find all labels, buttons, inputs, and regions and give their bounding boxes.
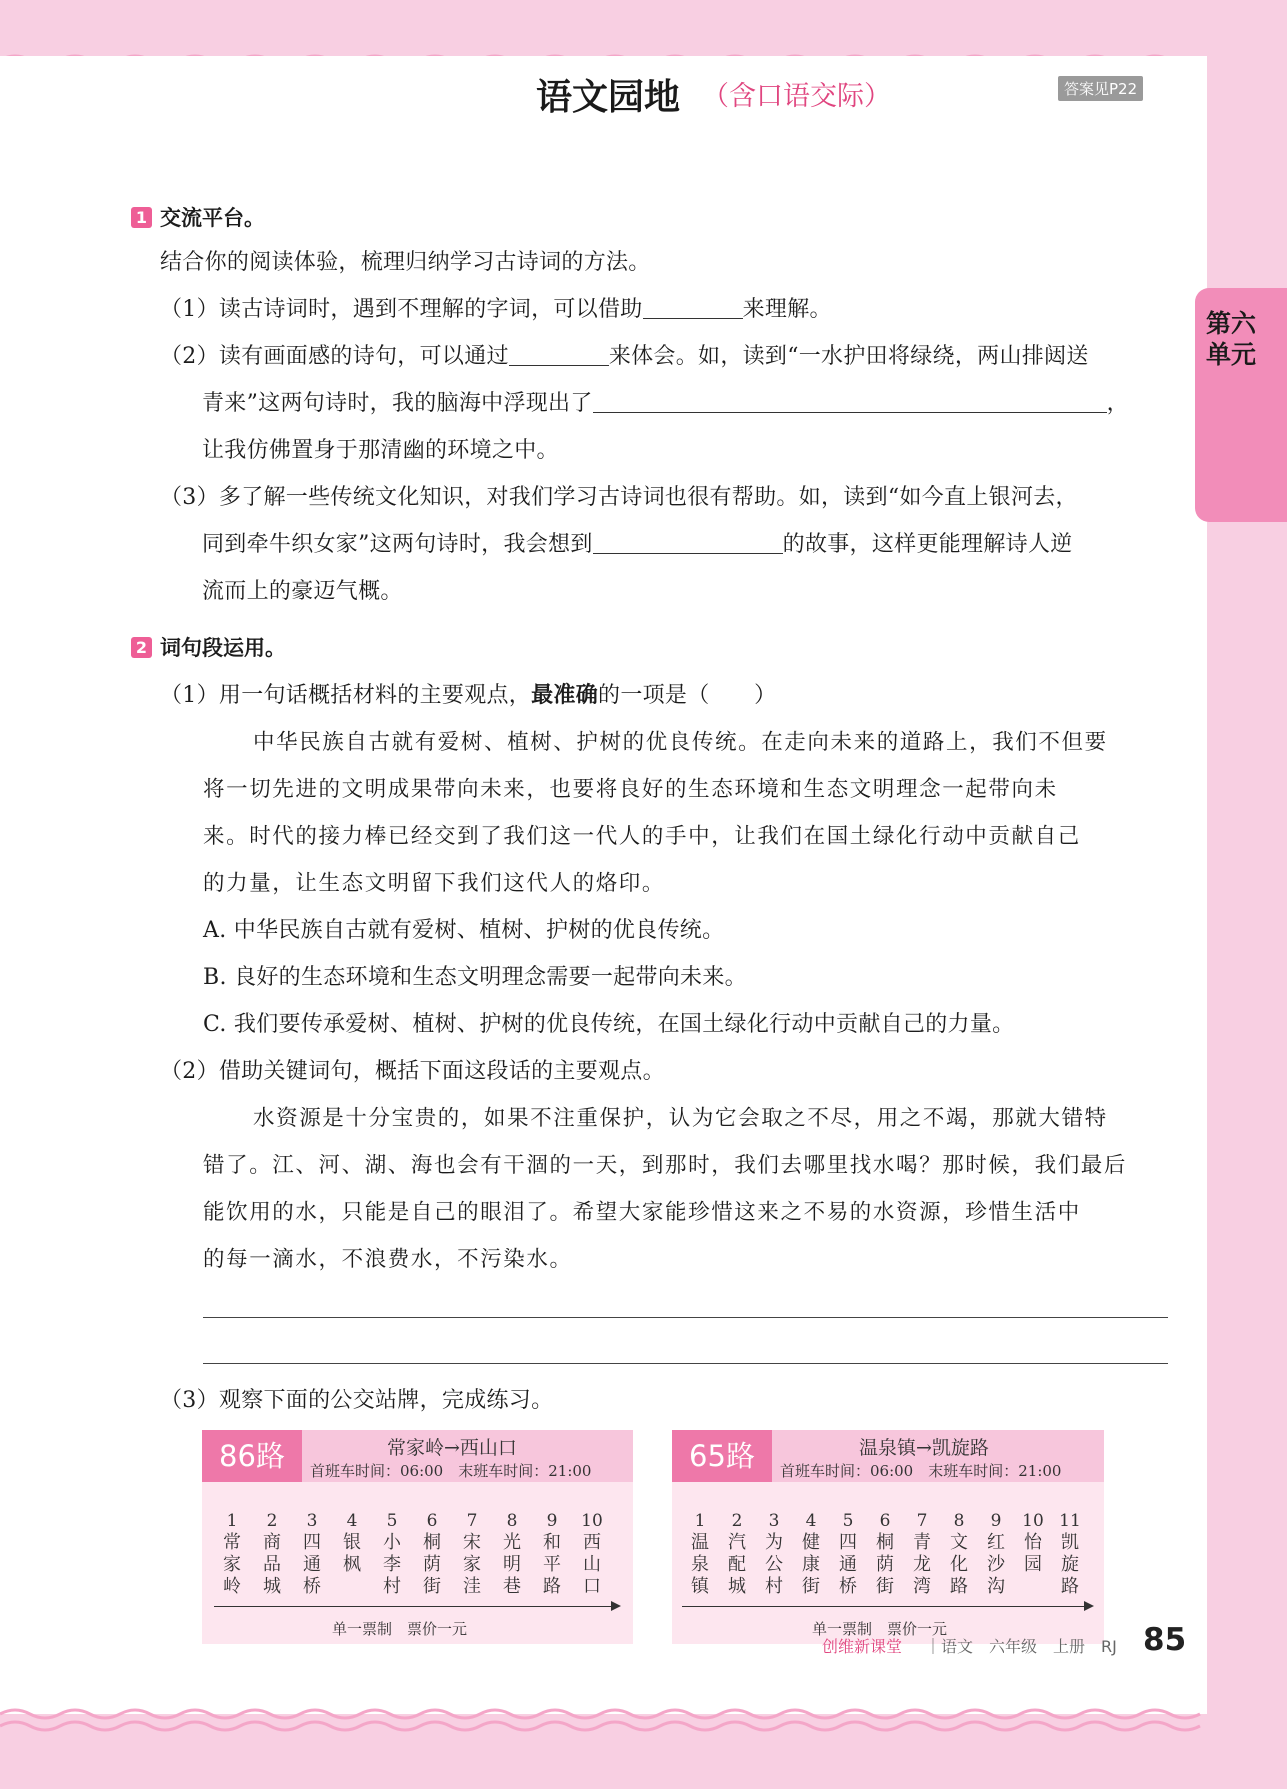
s1-q2-blank-2[interactable] — [593, 391, 1107, 413]
bus-stop: 10 怡园 — [1022, 1511, 1044, 1575]
s2-q1-emphasis: 最准确 — [531, 683, 599, 708]
unit-side-tab — [1195, 288, 1287, 522]
bus-number: 65路 — [672, 1430, 772, 1482]
bus-stop: 4 银枫 — [343, 1511, 361, 1575]
bus-stop: 5 四通桥 — [839, 1511, 857, 1597]
s1-q2-blank-1[interactable] — [509, 344, 609, 366]
s1-q3-text-d: 流而上的豪迈气概。 — [202, 579, 403, 604]
s1-q3-blank[interactable] — [593, 532, 783, 554]
option-b[interactable]: B. 良好的生态环境和生态文明理念需要一起带向未来。 — [203, 965, 747, 990]
bus-stop: 2 商品城 — [263, 1511, 281, 1597]
section-1-intro: 结合你的阅读体验，梳理归纳学习古诗词的方法。 — [160, 250, 651, 275]
section-1-heading — [131, 202, 265, 232]
s2-q1-text-a: （1）用一句话概括材料的主要观点， — [160, 683, 532, 708]
passage-1-line: 将一切先进的文明成果带向未来，也要将良好的生态环境和生态文明理念一起带向未 — [203, 777, 1058, 802]
passage-1-line: 中华民族自古就有爱树、植树、护树的优良传统。在走向未来的道路上，我们不但要 — [253, 730, 1108, 755]
s2-question-1 — [160, 678, 776, 709]
s2-question-3: （3）观察下面的公交站牌，完成练习。 — [160, 1388, 554, 1413]
section-2-heading — [131, 632, 286, 662]
footer-brand: 创维新课堂 — [822, 1637, 903, 1656]
option-a[interactable]: A. 中华民族自古就有爱树、植树、护树的优良传统。 — [203, 918, 725, 943]
s1-q1-text-b: 来理解。 — [742, 297, 832, 322]
s1-q2-text-d: ， — [1106, 391, 1129, 416]
page-number: 85 — [1143, 1622, 1187, 1658]
s1-question-2-line-2 — [202, 386, 1129, 417]
bus-stop: 6 桐荫街 — [876, 1511, 894, 1597]
s1-q2-text-c: 青来”这两句诗时，我的脑海中浮现出了 — [202, 391, 593, 416]
unit-side-tab-label: 第六单元 — [1205, 309, 1256, 369]
bus-stop: 5 小李村 — [383, 1511, 401, 1597]
bus-stop: 8 光明巷 — [503, 1511, 521, 1597]
decorative-wave-bottom — [0, 1686, 1287, 1789]
passage-2-line: 错了。江、河、湖、海也会有干涸的一天，到那时，我们去哪里找水喝？那时候，我们最后 — [203, 1153, 1128, 1178]
answer-line-2[interactable] — [203, 1363, 1168, 1364]
footer-info: ｜语文 六年级 上册 RJ — [925, 1637, 1117, 1656]
bus-stop: 8 文化路 — [950, 1511, 968, 1597]
answer-line-1[interactable] — [203, 1317, 1168, 1318]
route-arrow — [214, 1606, 619, 1607]
s1-q3-text-c: 的故事，这样更能理解诗人逆 — [782, 532, 1073, 557]
s2-question-2: （2）借助关键词句，概括下面这段话的主要观点。 — [160, 1059, 665, 1084]
s1-q1-blank[interactable] — [643, 297, 743, 319]
bus-stop: 1 温泉镇 — [691, 1511, 709, 1597]
s1-q3-text-a: （3）多了解一些传统文化知识，对我们学习古诗词也很有帮助。如，读到“如今直上银河去， — [160, 485, 1078, 510]
passage-1-line: 的力量，让生态文明留下我们这代人的烙印。 — [203, 871, 666, 896]
s1-q2-text-e: 让我仿佛置身于那清幽的环境之中。 — [202, 438, 559, 463]
bus-stop: 1 常家岭 — [223, 1511, 241, 1597]
bus-times: 首班车时间：06:00 末班车时间：21:00 — [780, 1462, 1062, 1480]
bus-times: 首班车时间：06:00 末班车时间：21:00 — [310, 1462, 592, 1480]
s1-q2-text-a: （2）读有画面感的诗句，可以通过 — [160, 344, 509, 369]
bus-fare: 单一票制 票价一元 — [332, 1620, 468, 1638]
bus-stop: 7 宋家洼 — [463, 1511, 481, 1597]
section-1-title: 交流平台。 — [160, 206, 265, 230]
bus-stop: 3 四通桥 — [303, 1511, 321, 1597]
section-1-number: 1 — [131, 207, 152, 228]
bus-sign-86 — [202, 1430, 633, 1644]
bus-route: 温泉镇→凯旋路 — [859, 1437, 989, 1459]
s1-question-2 — [160, 339, 1089, 370]
bus-number: 86路 — [202, 1430, 302, 1482]
passage-1-line: 来。时代的接力棒已经交到了我们这一代人的手中，让我们在国土绿化行动中贡献自己 — [203, 824, 1081, 849]
bus-stop: 9 红沙沟 — [987, 1511, 1005, 1597]
s1-q2-text-b: 来体会。如，读到“一水护田将绿绕，两山排闼送 — [608, 344, 1089, 369]
bus-stop: 4 健康街 — [802, 1511, 820, 1597]
route-arrow — [682, 1606, 1092, 1607]
s1-question-1 — [160, 292, 832, 323]
bus-stop: 6 桐荫街 — [423, 1511, 441, 1597]
page-title: 语文园地 — [536, 77, 681, 118]
passage-2-line: 的每一滴水，不浪费水，不污染水。 — [203, 1247, 573, 1272]
section-2-number: 2 — [131, 637, 152, 658]
bus-stop: 7 青龙湾 — [913, 1511, 931, 1597]
s2-q1-text-b: 的一项是（ ） — [598, 683, 777, 708]
answer-reference-badge: 答案见P22 — [1058, 76, 1143, 101]
bus-stop: 9 和平路 — [543, 1511, 561, 1597]
page-subtitle: （含口语交际） — [702, 81, 891, 112]
bus-stop: 2 汽配城 — [728, 1511, 746, 1597]
passage-2-line: 能饮用的水，只能是自己的眼泪了。希望大家能珍惜这来之不易的水资源，珍惜生活中 — [203, 1200, 1081, 1225]
bus-stop: 11 凯旋路 — [1059, 1511, 1081, 1597]
bus-route: 常家岭→西山口 — [387, 1437, 517, 1459]
section-2-title: 词句段运用。 — [160, 636, 286, 660]
s1-question-3-line-2 — [202, 527, 1073, 558]
bus-stop: 10 西山口 — [581, 1511, 603, 1597]
s1-q1-text-a: （1）读古诗词时，遇到不理解的字词，可以借助 — [160, 297, 643, 322]
bus-stop: 3 为公村 — [765, 1511, 783, 1597]
bus-sign-65 — [672, 1430, 1104, 1644]
s1-q3-text-b: 同到牵牛织女家”这两句诗时，我会想到 — [202, 532, 593, 557]
passage-2-line: 水资源是十分宝贵的，如果不注重保护，认为它会取之不尽，用之不竭，那就大错特 — [253, 1106, 1108, 1131]
bus-fare: 单一票制 票价一元 — [812, 1620, 948, 1638]
option-c[interactable]: C. 我们要传承爱树、植树、护树的优良传统，在国土绿化行动中贡献自己的力量。 — [203, 1012, 1015, 1037]
